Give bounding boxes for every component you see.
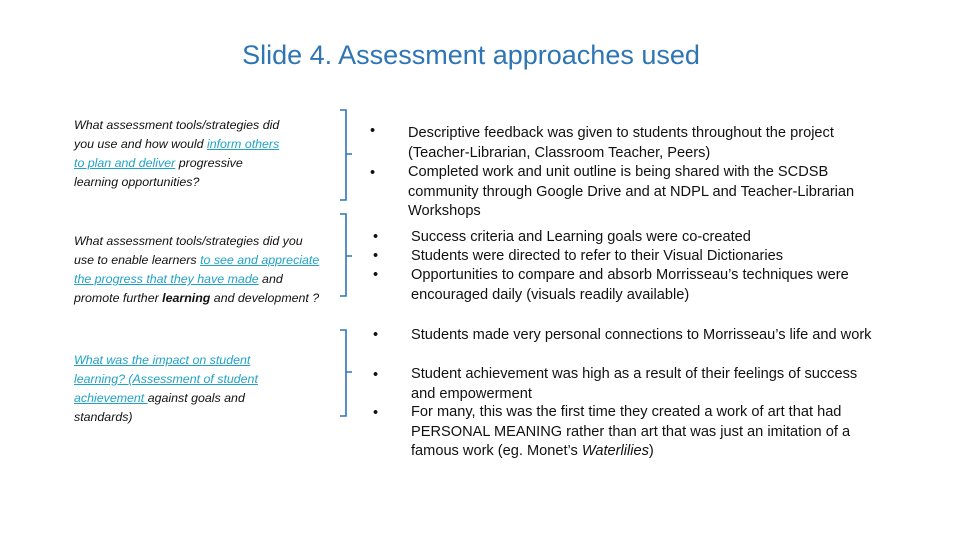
bracket-1 — [340, 110, 352, 200]
question-2-text-mid: and promote further — [74, 272, 283, 305]
question-2 — [74, 232, 324, 308]
bullet: • — [373, 367, 379, 383]
question-2-link[interactable]: to see and appreciate the progress that they have made — [74, 253, 320, 286]
answer-3-2: Student achievement was high as a result of their feelings of success and empowerment — [411, 366, 858, 402]
slide-title: Slide 4. Assessment approaches used — [242, 40, 700, 70]
bullet: • — [373, 327, 379, 343]
answer-1-2: Completed work and unit outline is being shared with the SCDSB community through Google Drive and at NDPL and Teacher-Librarian Workshops — [408, 164, 855, 219]
bullet: • — [370, 165, 376, 181]
question-3-link[interactable]: What was the impact on student learning? (Assessment of student achievement — [74, 353, 258, 405]
question-2-emphasis: learning — [162, 291, 211, 305]
question-1-text-end: progressive learning opportunities? — [74, 156, 243, 189]
question-1-text: What assessment tools/strategies did you use and how would — [74, 118, 280, 151]
answer-3-3-italic: Waterlilies — [581, 443, 649, 459]
bullet: • — [373, 267, 379, 283]
question-3 — [74, 351, 274, 427]
bracket-3 — [340, 330, 352, 416]
answer-2-1: Success criteria and Learning goals were co-created — [411, 229, 751, 245]
answer-3-3-end: ) — [648, 443, 654, 459]
bullet: • — [373, 405, 379, 421]
bracket-connectors — [330, 100, 360, 425]
answer-3-1: Students made very personal connections to Morrisseau’s life and work — [411, 327, 872, 343]
bullet: • — [373, 248, 379, 264]
question-1 — [74, 116, 284, 192]
question-2-text-end: and development ? — [210, 291, 320, 305]
bracket-2 — [340, 214, 352, 296]
question-1-link[interactable]: inform others to plan and deliver — [74, 137, 280, 170]
answer-3-3 — [411, 403, 881, 462]
answer-2-2: Students were directed to refer to their Visual Dictionaries — [411, 248, 784, 264]
question-3-text-end: against goals and standards) — [74, 391, 245, 424]
answer-1-1: Descriptive feedback was given to students throughout the project (Teacher-Librarian, Classroom Teacher, Peers) — [408, 125, 834, 161]
answer-2-3: Opportunities to compare and absorb Morrisseau’s techniques were encouraged daily (visuals readily available) — [411, 267, 849, 303]
answer-3-3-text: For many, this was the first time they created a work of art that had PERSONAL MEANING rather than art that was just an imitation of a famous work (eg. Monet’s — [411, 404, 851, 459]
bullet: • — [373, 229, 379, 245]
question-2-text: What assessment tools/strategies did you use to enable learners — [74, 234, 303, 267]
bullet: • — [370, 123, 376, 139]
